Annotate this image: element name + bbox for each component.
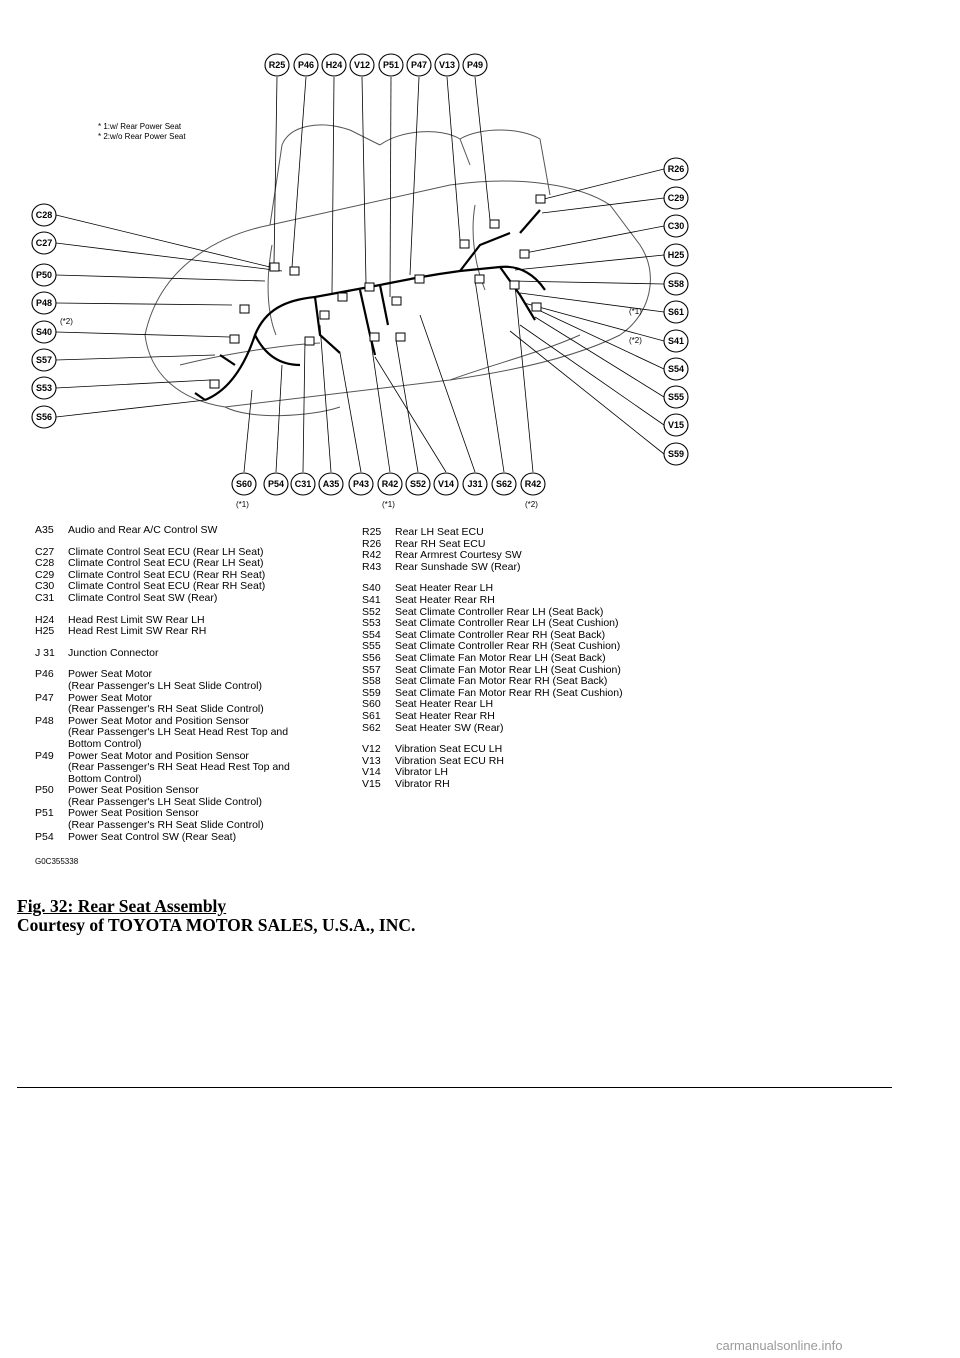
harness-wire xyxy=(380,285,388,325)
callout-label: R42 xyxy=(524,479,542,489)
legend-description: (Rear Passenger's RH Seat Slide Control) xyxy=(68,703,264,716)
legend-code xyxy=(35,739,68,751)
leader-line xyxy=(515,255,664,270)
legend-description: Climate Control Seat SW (Rear) xyxy=(68,591,218,604)
leader-line xyxy=(420,315,475,472)
legend-description: Rear RH Seat ECU xyxy=(395,537,486,550)
legend-code: H25 xyxy=(35,625,55,638)
legend-description: Head Rest Limit SW Rear RH xyxy=(68,625,207,638)
legend-row xyxy=(362,653,623,665)
courtesy-line: Courtesy of TOYOTA MOTOR SALES, U.S.A., INC. xyxy=(17,915,416,935)
seat-outline-path xyxy=(268,245,276,335)
leader-line xyxy=(56,332,230,337)
callout-c29 xyxy=(664,187,688,209)
callout-label: P54 xyxy=(267,479,285,489)
callout-s40 xyxy=(32,321,56,343)
legend-code: P50 xyxy=(35,784,54,797)
connector-block xyxy=(396,333,405,341)
legend-description: Seat Climate Fan Motor Rear LH (Seat Cushion) xyxy=(395,663,621,676)
legend-code xyxy=(35,681,68,693)
callout-s41 xyxy=(664,330,688,352)
callout-note: (*2) xyxy=(629,336,642,345)
leader-line xyxy=(370,335,390,472)
image-id: G0C355338 xyxy=(35,857,79,866)
leader-line xyxy=(332,77,334,293)
callout-h24 xyxy=(322,54,346,76)
leader-line xyxy=(320,325,331,472)
callout-label: P50 xyxy=(35,270,53,280)
leader-line xyxy=(540,169,664,200)
legend-code: S54 xyxy=(362,628,381,641)
leader-line xyxy=(274,77,277,263)
callout-label: C31 xyxy=(294,479,312,489)
legend-description: Vibration Seat ECU RH xyxy=(395,754,504,767)
legend-row xyxy=(35,648,290,660)
connector-block xyxy=(510,281,519,289)
connector-block xyxy=(305,337,314,345)
callout-s55 xyxy=(664,386,688,408)
callout-label: P43 xyxy=(352,479,370,489)
legend-code xyxy=(35,762,68,774)
callout-label: S61 xyxy=(667,307,685,317)
legend-description: Head Rest Limit SW Rear LH xyxy=(68,613,205,626)
leader-line xyxy=(56,275,265,281)
connector-block xyxy=(532,303,541,311)
callout-bottom-j31 xyxy=(463,473,487,495)
legend-description: Seat Climate Fan Motor Rear RH (Seat Cushion) xyxy=(395,686,623,699)
legend-row xyxy=(35,593,290,605)
callout-label: S54 xyxy=(667,364,685,374)
leader-line xyxy=(525,226,664,253)
connector-block xyxy=(230,335,239,343)
leader-line xyxy=(56,355,215,360)
callout-bottom-p43 xyxy=(349,473,373,495)
callout-p50 xyxy=(32,264,56,286)
leader-line xyxy=(56,400,206,417)
callout-note: (*1) xyxy=(382,500,395,509)
legend-code: V14 xyxy=(362,766,381,779)
callout-p48 xyxy=(32,292,56,314)
callout-note: (*1) xyxy=(236,500,249,509)
callout-s61 xyxy=(664,301,688,323)
legend-description: Climate Control Seat ECU (Rear LH Seat) xyxy=(68,557,264,570)
callout-p46 xyxy=(294,54,318,76)
legend-row xyxy=(35,762,290,774)
legend-row xyxy=(362,723,623,735)
legend-code: S56 xyxy=(362,651,381,664)
leader-line xyxy=(362,77,366,283)
legend-row xyxy=(362,595,623,607)
callout-label: P49 xyxy=(466,60,484,70)
leader-line xyxy=(520,293,664,312)
callout-s56 xyxy=(32,406,56,428)
legend-right-column xyxy=(362,527,623,790)
callout-bottom-r42 xyxy=(521,473,545,495)
callout-p47 xyxy=(407,54,431,76)
callout-label: S55 xyxy=(667,392,685,402)
legend-code: V12 xyxy=(362,743,381,756)
figure-caption-link[interactable]: Fig. 32: Rear Seat Assembly xyxy=(17,896,227,916)
seat-outline-path xyxy=(460,130,550,195)
callout-r26 xyxy=(664,158,688,180)
callout-label: C29 xyxy=(667,193,685,203)
callout-label: H24 xyxy=(325,60,343,70)
seat-outline-path xyxy=(145,181,650,335)
callout-bottom-s52 xyxy=(406,473,430,495)
callout-label: R25 xyxy=(268,60,286,70)
callout-label: P48 xyxy=(35,298,53,308)
legend-row xyxy=(362,744,623,756)
leader-line xyxy=(303,339,305,472)
callout-label: S58 xyxy=(667,279,685,289)
leader-line xyxy=(396,340,418,472)
legend-description: Climate Control Seat ECU (Rear RH Seat) xyxy=(68,568,266,581)
connector-block xyxy=(338,293,347,301)
leader-line xyxy=(276,365,282,472)
legend-row xyxy=(362,779,623,791)
callout-bottom-s62 xyxy=(492,473,516,495)
legend-code: V15 xyxy=(362,777,381,790)
callout-label: S41 xyxy=(667,336,685,346)
callout-label: S60 xyxy=(235,479,253,489)
callout-label: S62 xyxy=(495,479,513,489)
harness-wire xyxy=(360,290,375,355)
legend-code: P49 xyxy=(35,749,54,762)
legend-description: (Rear Passenger's LH Seat Slide Control) xyxy=(68,679,263,692)
connector-block xyxy=(365,283,374,291)
legend-code: V13 xyxy=(362,754,381,767)
legend-description: Bottom Control) xyxy=(68,737,142,750)
legend-description: Seat Climate Controller Rear LH (Seat Back) xyxy=(395,605,604,618)
leader-line xyxy=(520,325,664,425)
legend-row xyxy=(362,676,623,688)
legend-description: Rear Sunshade SW (Rear) xyxy=(395,560,521,573)
legend-code: C27 xyxy=(35,545,55,558)
legend-code: C28 xyxy=(35,557,55,570)
legend-code: S61 xyxy=(362,709,381,722)
legend-row xyxy=(35,525,290,537)
seat-outline-path xyxy=(225,407,340,416)
legend-code: S59 xyxy=(362,686,381,699)
harness-wire xyxy=(220,355,235,365)
callout-r25 xyxy=(265,54,289,76)
legend-row xyxy=(362,527,623,539)
legend-code: C29 xyxy=(35,568,55,581)
callout-bottom-c31 xyxy=(291,473,315,495)
legend-row xyxy=(362,618,623,630)
leader-line xyxy=(475,280,504,472)
legend-description: Seat Climate Fan Motor Rear LH (Seat Back) xyxy=(395,651,606,664)
harness-wire xyxy=(315,297,340,353)
legend-description: Seat Heater SW (Rear) xyxy=(395,721,504,734)
leader-line xyxy=(535,317,664,397)
legend-description: Power Seat Motor and Position Sensor xyxy=(68,749,249,762)
leader-line xyxy=(56,215,270,267)
seat-outline-path xyxy=(380,132,470,165)
callout-label: V14 xyxy=(437,479,455,489)
legend-row xyxy=(362,562,623,574)
leader-line xyxy=(340,353,361,472)
callout-label: S52 xyxy=(409,479,427,489)
callout-s57 xyxy=(32,349,56,371)
legend-code: C30 xyxy=(35,580,55,593)
leader-line xyxy=(244,390,252,472)
callout-bottom-p54 xyxy=(264,473,288,495)
callout-s53 xyxy=(32,377,56,399)
note-line-2: * 2:w/o Rear Power Seat xyxy=(98,132,186,141)
legend-code: S60 xyxy=(362,698,381,711)
legend-code: S52 xyxy=(362,605,381,618)
callout-label: V13 xyxy=(438,60,456,70)
legend-code: A35 xyxy=(35,524,54,536)
callout-c27 xyxy=(32,232,56,254)
legend-code: J 31 xyxy=(35,646,55,659)
legend-description: (Rear Passenger's LH Seat Slide Control) xyxy=(68,795,263,808)
callout-label: S59 xyxy=(667,449,685,459)
callout-bottom-s60 xyxy=(232,473,256,495)
callout-v13 xyxy=(435,54,459,76)
legend-description: Seat Climate Fan Motor Rear RH (Seat Back) xyxy=(395,675,608,688)
legend-row xyxy=(35,739,290,751)
legend-code: P51 xyxy=(35,807,54,820)
legend-description: Vibrator RH xyxy=(395,777,450,790)
legend-code: C31 xyxy=(35,591,55,604)
connector-block xyxy=(460,240,469,248)
legend-code: S53 xyxy=(362,617,381,630)
legend-code: P46 xyxy=(35,668,54,681)
legend-left-column xyxy=(35,525,290,843)
legend-code: P48 xyxy=(35,714,54,727)
callout-s59 xyxy=(664,443,688,465)
leader-line xyxy=(512,281,664,284)
callout-bottom-v14 xyxy=(434,473,458,495)
seat-outline-path xyxy=(145,335,620,407)
callout-label: C27 xyxy=(35,238,53,248)
connector-block xyxy=(392,297,401,305)
callout-bottom-a35 xyxy=(319,473,343,495)
callout-c28 xyxy=(32,204,56,226)
harness-wire xyxy=(460,233,510,271)
callout-label: C30 xyxy=(667,221,685,231)
legend-description: Power Seat Position Sensor xyxy=(68,784,199,797)
legend-code: H24 xyxy=(35,613,55,626)
callout-v15 xyxy=(664,414,688,436)
legend-description: (Rear Passenger's LH Seat Head Rest Top and xyxy=(68,726,289,739)
legend-description: Seat Climate Controller Rear RH (Seat Cushion) xyxy=(395,640,621,653)
legend-code xyxy=(35,820,68,832)
harness-wire xyxy=(520,210,540,233)
legend-description: Audio and Rear A/C Control SW xyxy=(68,524,218,536)
legend-code: S41 xyxy=(362,593,381,606)
callout-label: R26 xyxy=(667,164,685,174)
legend-row xyxy=(35,820,290,832)
connector-block xyxy=(370,333,379,341)
callout-bottom-r42 xyxy=(378,473,402,495)
callout-note: (*2) xyxy=(525,500,538,509)
leader-line xyxy=(56,243,282,271)
legend-code: S55 xyxy=(362,640,381,653)
legend-description: Bottom Control) xyxy=(68,772,142,785)
connector-block xyxy=(415,275,424,283)
footer-divider xyxy=(17,1087,892,1088)
callout-h25 xyxy=(664,244,688,266)
legend-description: Seat Heater Rear RH xyxy=(395,593,495,606)
leader-line xyxy=(475,77,490,220)
callout-label: V15 xyxy=(667,420,685,430)
legend-code: S62 xyxy=(362,721,381,734)
callout-p49 xyxy=(463,54,487,76)
legend-description: Climate Control Seat ECU (Rear LH Seat) xyxy=(68,545,264,558)
legend-description: Seat Climate Controller Rear LH (Seat Cushion) xyxy=(395,617,619,630)
callout-label: J31 xyxy=(467,479,483,489)
leader-line xyxy=(447,77,460,240)
note-line-1: * 1:w/ Rear Power Seat xyxy=(98,122,182,131)
callout-label: S40 xyxy=(35,327,53,337)
legend-description: Seat Heater Rear LH xyxy=(395,582,494,595)
connector-block xyxy=(290,267,299,275)
leader-line xyxy=(375,357,446,472)
legend-description: Power Seat Motor and Position Sensor xyxy=(68,714,249,727)
legend-description: Vibrator LH xyxy=(395,766,448,779)
legend-row xyxy=(35,681,290,693)
watermark: carmanualsonline.info xyxy=(716,1338,843,1353)
legend-row xyxy=(35,832,290,844)
legend-description: Power Seat Motor xyxy=(68,691,153,704)
leader-line xyxy=(56,303,232,305)
callout-s54 xyxy=(664,358,688,380)
connector-block xyxy=(520,250,529,258)
legend-code: R43 xyxy=(362,560,382,573)
legend-description: Climate Control Seat ECU (Rear RH Seat) xyxy=(68,580,266,593)
legend-description: Seat Climate Controller Rear RH (Seat Back) xyxy=(395,628,606,641)
legend-description: Seat Heater Rear LH xyxy=(395,698,494,711)
callout-label: P46 xyxy=(297,60,315,70)
legend-code: R26 xyxy=(362,537,382,550)
legend-code xyxy=(35,704,68,716)
legend-code: S40 xyxy=(362,582,381,595)
legend-description: Vibration Seat ECU LH xyxy=(395,743,503,756)
legend-description: (Rear Passenger's RH Seat Slide Control) xyxy=(68,819,264,832)
legend-code: S57 xyxy=(362,663,381,676)
callout-label: S56 xyxy=(35,412,53,422)
callout-c30 xyxy=(664,215,688,237)
legend-row xyxy=(35,704,290,716)
legend-row xyxy=(362,711,623,723)
legend-description: Junction Connector xyxy=(68,646,159,659)
legend-description: Rear LH Seat ECU xyxy=(395,526,484,538)
legend-code: P47 xyxy=(35,691,54,704)
legend-description: Rear Armrest Courtesy SW xyxy=(395,549,522,562)
callout-label: S57 xyxy=(35,355,53,365)
callout-note: (*1) xyxy=(629,307,642,316)
connector-block xyxy=(270,263,279,271)
legend-description: (Rear Passenger's RH Seat Head Rest Top and xyxy=(68,761,290,774)
callout-label: S53 xyxy=(35,383,53,393)
callout-p51 xyxy=(379,54,403,76)
leader-line xyxy=(292,77,306,267)
legend-description: Seat Heater Rear RH xyxy=(395,709,495,722)
connector-block xyxy=(475,275,484,283)
connector-blocks xyxy=(210,195,545,388)
callout-label: C28 xyxy=(35,210,53,220)
harness-wire xyxy=(255,335,300,365)
connector-block xyxy=(320,311,329,319)
connector-block xyxy=(490,220,499,228)
callout-label: P47 xyxy=(410,60,428,70)
callout-label: P51 xyxy=(382,60,400,70)
callout-s58 xyxy=(664,273,688,295)
legend-description: Power Seat Control SW (Rear Seat) xyxy=(68,830,237,843)
callout-note: (*2) xyxy=(60,317,73,326)
rear-seat-assembly-diagram xyxy=(20,35,720,515)
legend-description: Power Seat Motor xyxy=(68,668,153,681)
legend-code: S58 xyxy=(362,675,381,688)
leader-line xyxy=(390,77,391,297)
callout-label: R42 xyxy=(381,479,399,489)
legend-description: Power Seat Position Sensor xyxy=(68,807,199,820)
connector-block xyxy=(536,195,545,203)
callout-label: V12 xyxy=(353,60,371,70)
seat-outline xyxy=(145,125,650,416)
legend-code: R25 xyxy=(362,526,382,538)
legend-code: P54 xyxy=(35,830,54,843)
legend-code: R42 xyxy=(362,549,382,562)
legend-row xyxy=(35,626,290,638)
connector-block xyxy=(210,380,219,388)
connector-block xyxy=(240,305,249,313)
leader-line xyxy=(410,77,419,275)
callout-label: H25 xyxy=(667,250,685,260)
callout-v12 xyxy=(350,54,374,76)
leader-line xyxy=(56,380,210,388)
legend-code xyxy=(35,727,68,739)
callout-label: A35 xyxy=(322,479,340,489)
